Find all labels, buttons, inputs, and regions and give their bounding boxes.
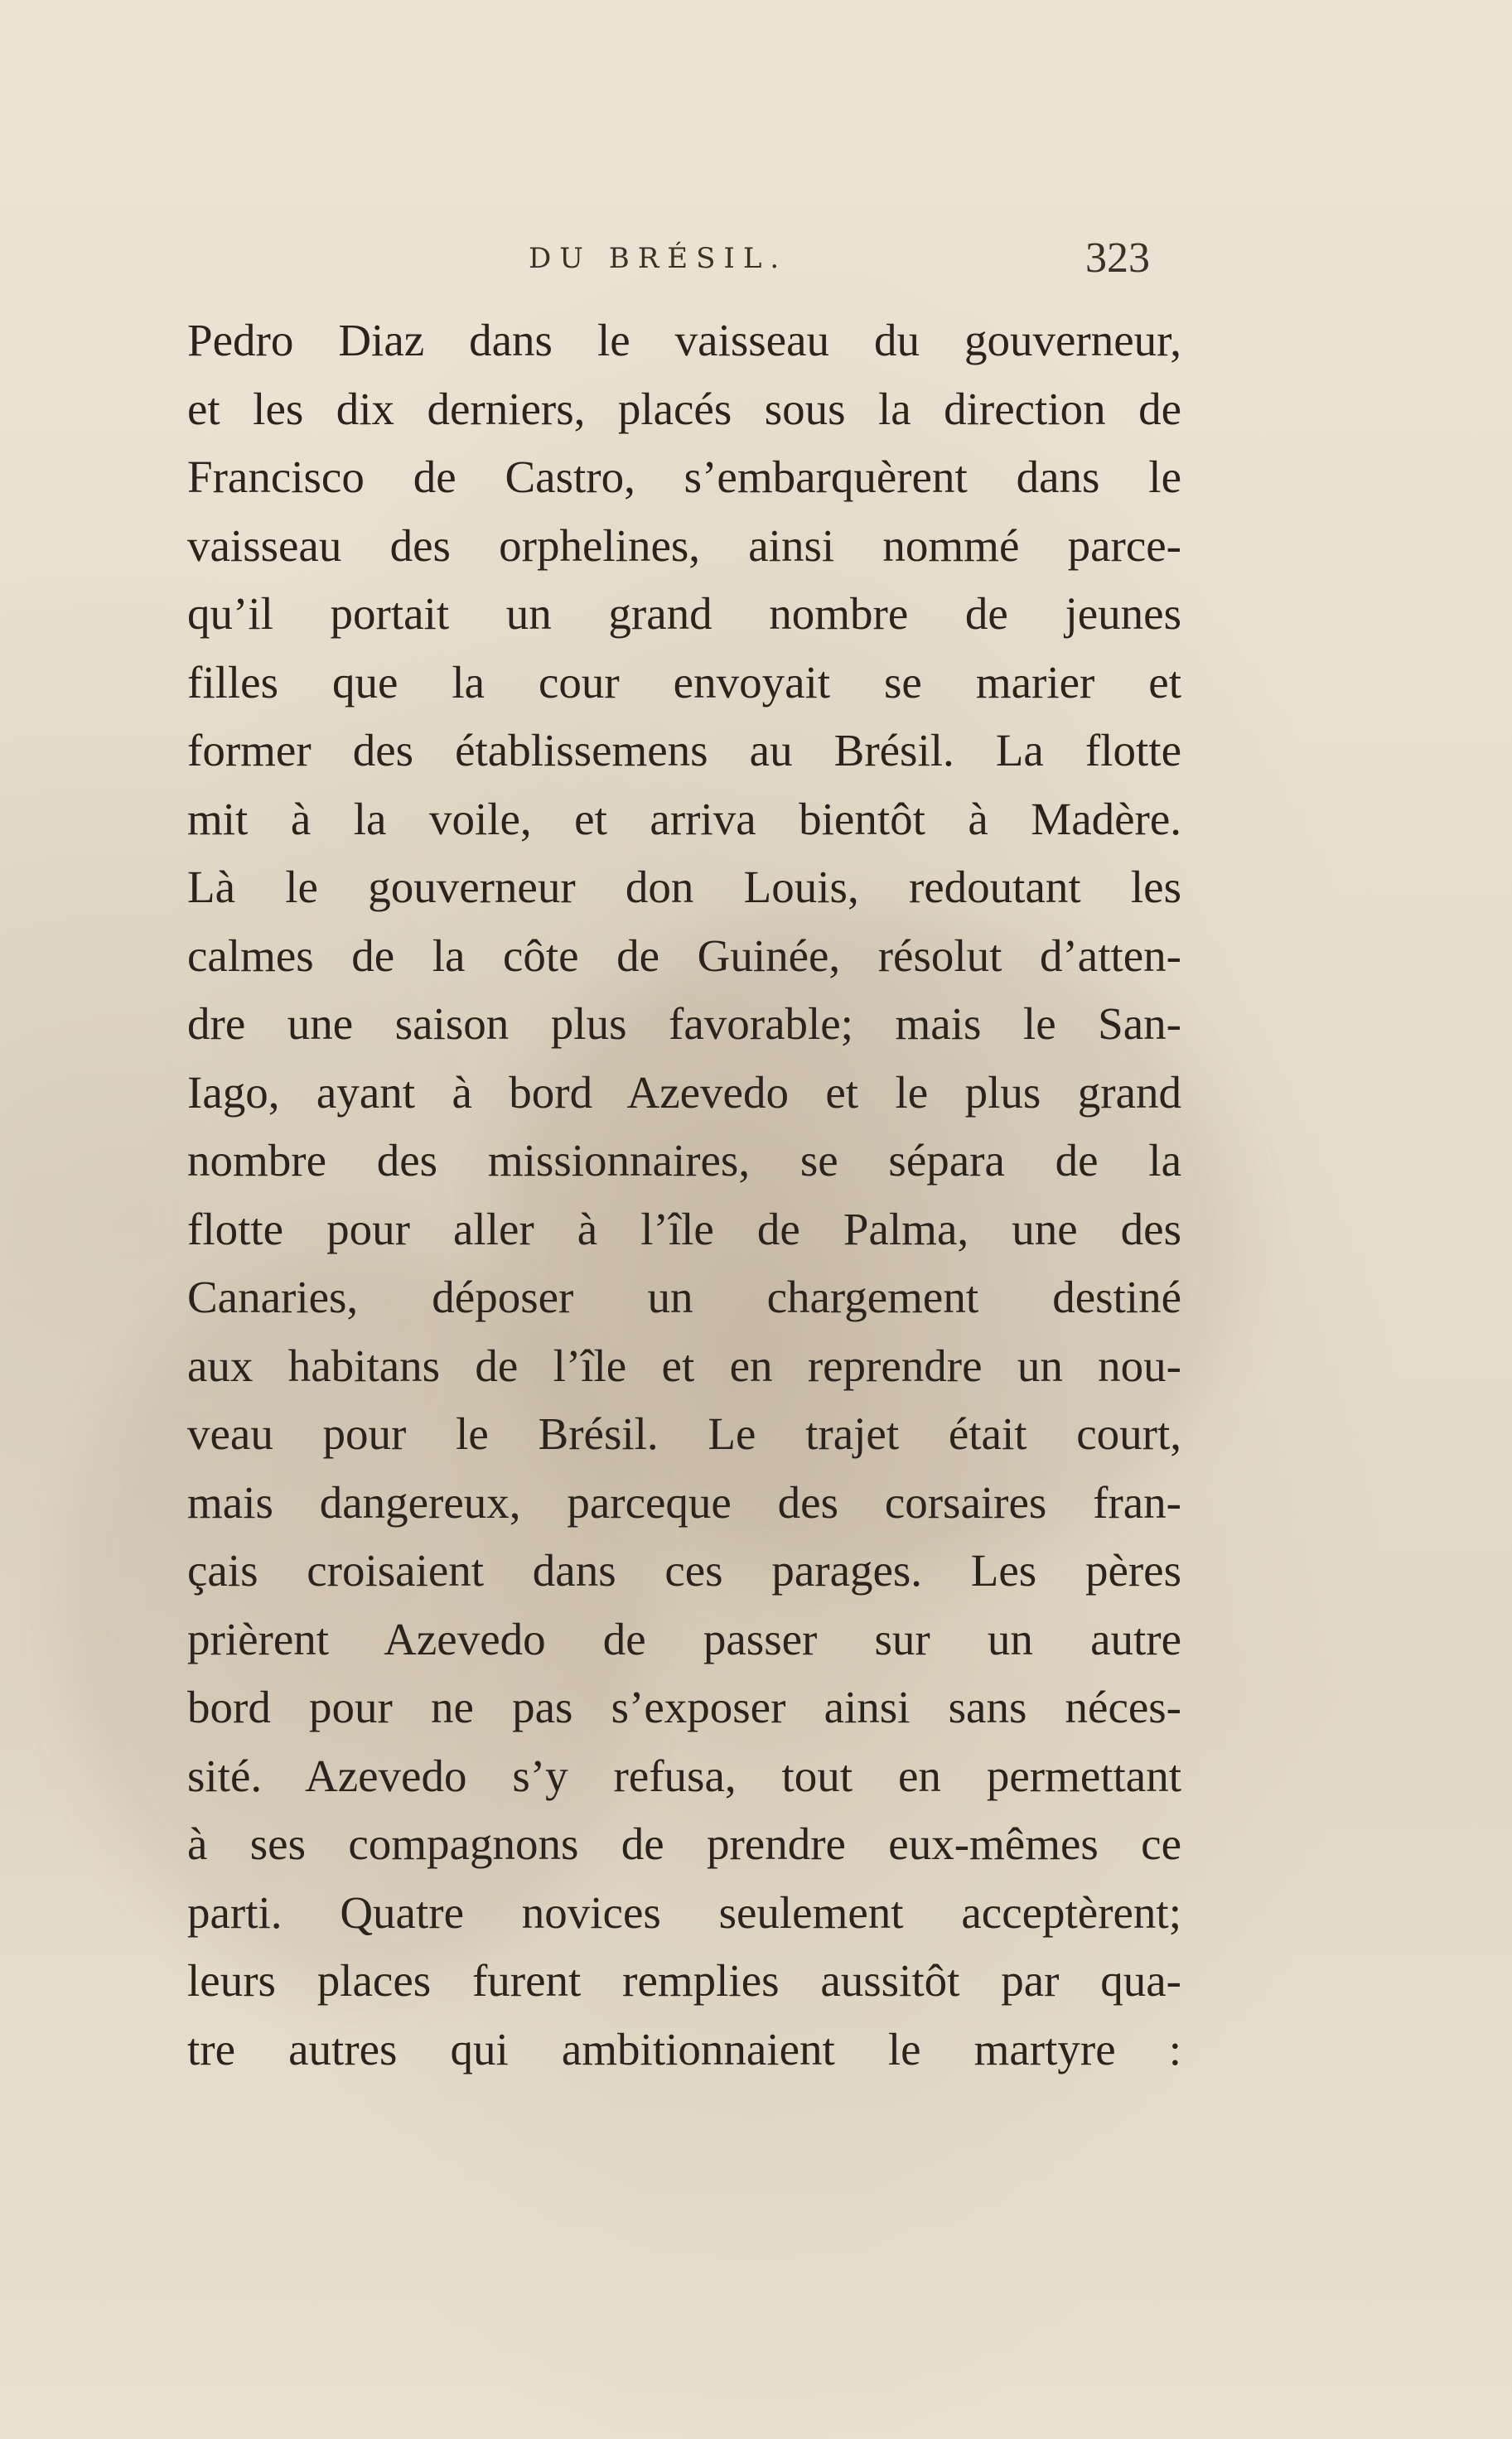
text-line: Pedro Diaz dans le vaisseau du gouverneur,	[187, 315, 1181, 365]
text-line: sité. Azevedo s’y refusa, tout en permettant	[187, 1750, 1181, 1801]
text-line: çais croisaient dans ces parages. Les pères	[187, 1545, 1181, 1596]
text-line: tre autres qui ambitionnaient le martyre :	[187, 2023, 1181, 2074]
text-line: Canaries, déposer un chargement destiné	[187, 1272, 1181, 1322]
text-line: Iago, ayant à bord Azevedo et le plus grand	[187, 1066, 1181, 1118]
text-line: Là le gouverneur don Louis, redoutant les	[187, 862, 1181, 912]
text-line: Francisco de Castro, s’embarquèrent dans le	[187, 452, 1181, 502]
text-line: parti. Quatre novices seulement acceptèrent;	[187, 1886, 1181, 1938]
text-line: filles que la cour envoyait se marier et	[187, 656, 1181, 708]
page-number: 323	[1085, 234, 1150, 282]
text-line: former des établissemens au Brésil. La flotte	[187, 725, 1181, 775]
text-line: à ses compagnons de prendre eux-mêmes ce	[187, 1818, 1181, 1869]
text-line: nombre des missionnaires, se sépara de la	[187, 1135, 1181, 1186]
text-line: qu’il portait un grand nombre de jeunes	[187, 588, 1181, 639]
body-text	[187, 307, 1181, 2084]
text-line: veau pour le Brésil. Le trajet était court,	[187, 1408, 1181, 1459]
text-line: bord pour ne pas s’exposer ainsi sans néces-	[187, 1682, 1181, 1732]
text-line: prièrent Azevedo de passer sur un autre	[187, 1613, 1181, 1664]
text-line: calmes de la côte de Guinée, résolut d’atten-	[187, 930, 1181, 981]
text-line: mit à la voile, et arriva bientôt à Madère.	[187, 793, 1181, 844]
text-line: mais dangereux, parceque des corsaires fran-	[187, 1476, 1181, 1528]
text-line: leurs places furent remplies aussitôt par qua-	[187, 1955, 1181, 2006]
text-line: dre une saison plus favorable; mais le San-	[187, 998, 1181, 1049]
text-line: et les dix derniers, placés sous la direction de	[187, 383, 1181, 434]
page-header	[0, 234, 1512, 283]
text-line: flotte pour aller à l’île de Palma, une des	[187, 1203, 1181, 1254]
text-line: aux habitans de l’île et en reprendre un nou-	[187, 1340, 1181, 1391]
text-line: vaisseau des orphelines, ainsi nommé parce-	[187, 519, 1181, 571]
running-title: DU BRÉSIL.	[529, 242, 788, 275]
